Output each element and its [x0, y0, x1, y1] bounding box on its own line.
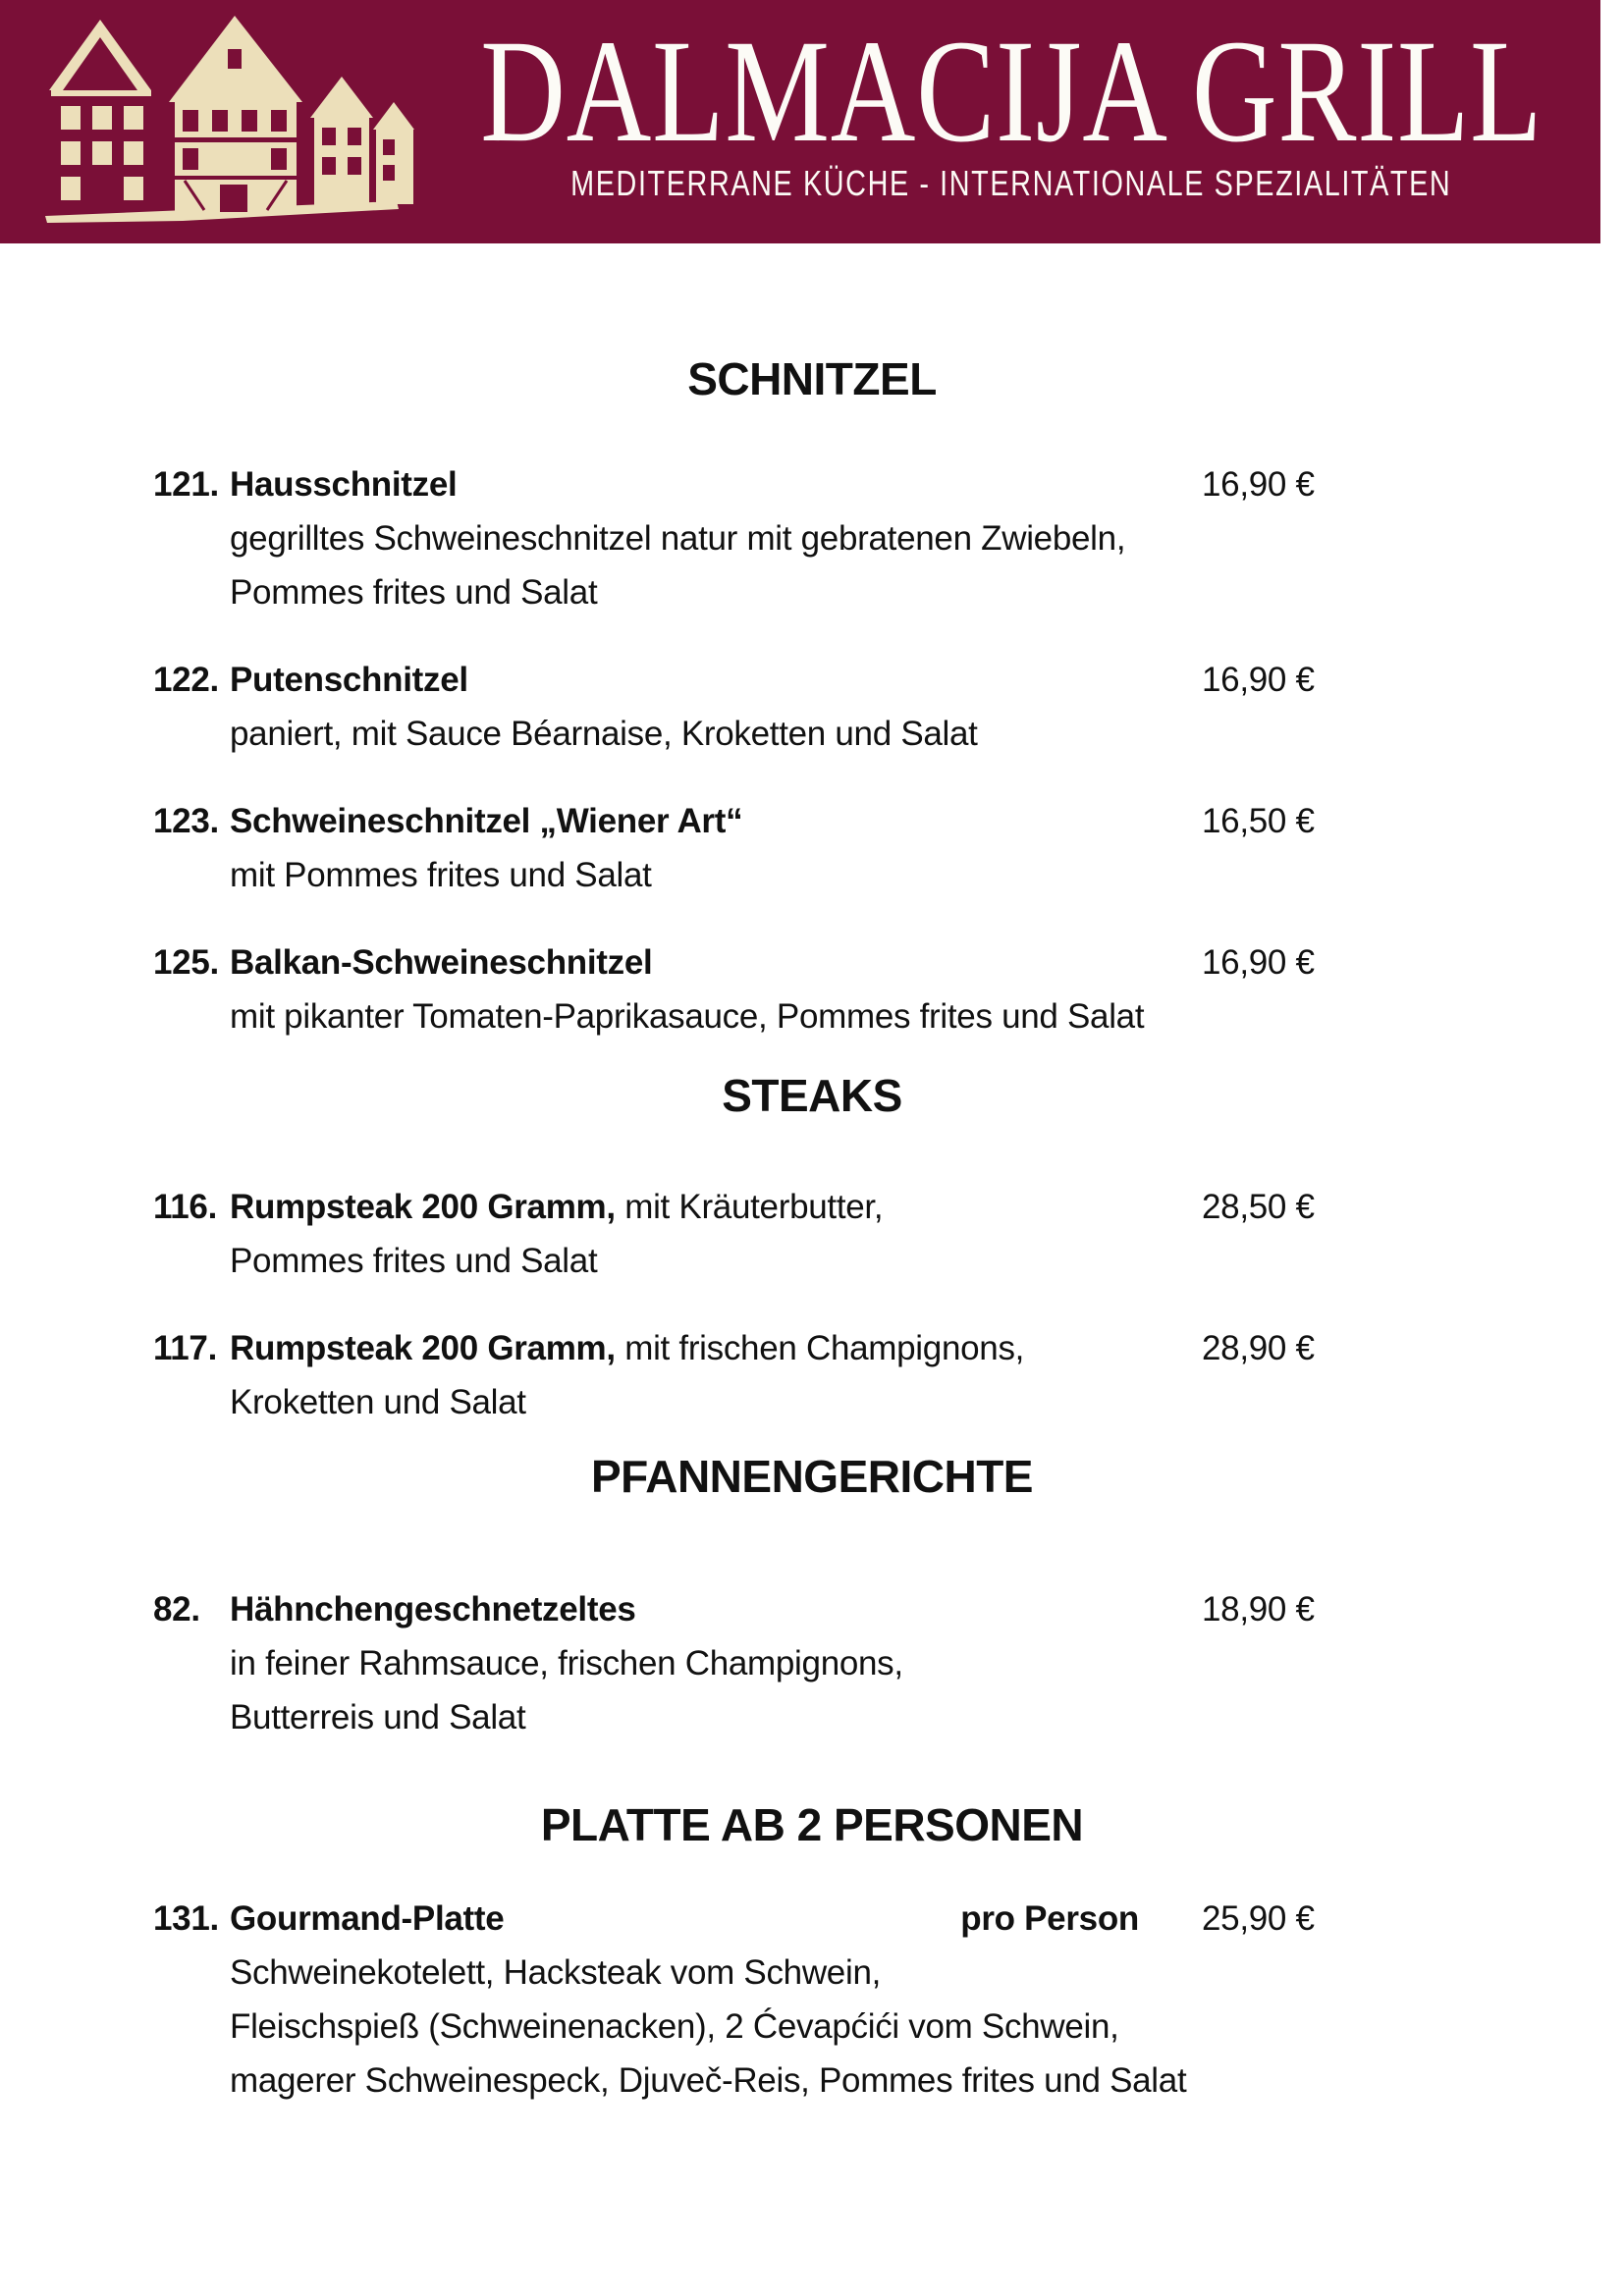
menu-item-row — [153, 1892, 1624, 2108]
section-items — [0, 1582, 1624, 1744]
item-title-line — [230, 794, 1202, 848]
section-items — [0, 457, 1624, 1043]
item-name-wrap — [230, 935, 652, 989]
item-description-line: gegrilltes Schweineschnitzel natur mit gebratenen Zwiebeln, — [230, 519, 1126, 558]
section-title: SCHNITZEL — [687, 353, 937, 404]
item-name-wrap — [230, 1582, 636, 1636]
section-items — [0, 1180, 1624, 1429]
half-timbered-houses-icon — [35, 8, 420, 240]
menu-item-row — [153, 1582, 1624, 1744]
item-price: 16,90 € — [1202, 465, 1315, 504]
item-description — [230, 848, 1202, 902]
item-description-line: Butterreis und Salat — [230, 1698, 526, 1736]
item-number: 117. — [153, 1329, 217, 1367]
menu-item-row — [153, 794, 1624, 902]
brand-block — [432, 0, 1591, 243]
menu-section — [0, 1795, 1624, 2108]
restaurant-subtitle: MEDITERRANE KÜCHE - INTERNATIONALE SPEZIALITÄTEN — [570, 163, 1452, 203]
section-items — [0, 1892, 1624, 2108]
item-name-wrap — [230, 457, 457, 511]
item-description-line: Schweinekotelett, Hacksteak vom Schwein, — [230, 1953, 882, 1992]
item-price: 16,90 € — [1202, 661, 1315, 699]
item-title-line — [230, 653, 1202, 707]
item-name: Hausschnitzel — [230, 465, 458, 504]
item-description — [230, 1234, 1202, 1288]
menu-item-row — [153, 457, 1624, 619]
item-title-line — [230, 1180, 1202, 1234]
item-name-wrap — [230, 1321, 1024, 1375]
item-description — [230, 707, 1202, 761]
menu-section — [0, 1066, 1624, 1429]
item-name: Putenschnitzel — [230, 661, 468, 699]
item-title-line — [230, 935, 1202, 989]
item-price: 28,90 € — [1202, 1329, 1315, 1367]
item-description-line: Pommes frites und Salat — [230, 1242, 598, 1280]
item-description-line: in feiner Rahmsauce, frischen Champignons, — [230, 1644, 903, 1682]
menu-item-row — [153, 1321, 1624, 1429]
menu-section — [0, 349, 1624, 1043]
item-name-wrap — [230, 653, 468, 707]
item-title-line — [230, 1582, 1202, 1636]
item-number: 82. — [153, 1590, 200, 1629]
header-banner — [0, 0, 1600, 243]
item-name: Hähnchengeschnetzeltes — [230, 1590, 636, 1629]
menu-item-row — [153, 935, 1624, 1043]
item-description-line: Kroketten und Salat — [230, 1383, 526, 1421]
item-name: Rumpsteak 200 Gramm, — [230, 1188, 616, 1226]
item-price: 16,50 € — [1202, 802, 1315, 840]
item-price: 16,90 € — [1202, 943, 1315, 982]
item-number: 122. — [153, 661, 219, 699]
item-description — [230, 1375, 1202, 1429]
menu-section — [0, 1447, 1624, 1744]
item-name-detail: mit frischen Champignons, — [615, 1329, 1025, 1367]
item-name: Rumpsteak 200 Gramm, — [230, 1329, 616, 1367]
item-number: 121. — [153, 465, 219, 504]
section-title: STEAKS — [722, 1070, 902, 1121]
item-number: 116. — [153, 1188, 217, 1226]
item-description-line: paniert, mit Sauce Béarnaise, Kroketten und Salat — [230, 715, 978, 753]
item-description-line: mit pikanter Tomaten-Paprikasauce, Pommes frites und Salat — [230, 997, 1145, 1036]
item-description — [230, 989, 1202, 1043]
item-serving-note: pro Person — [960, 1899, 1139, 1938]
item-price: 25,90 € — [1202, 1899, 1315, 1938]
item-number: 125. — [153, 943, 219, 982]
item-description — [230, 511, 1202, 619]
item-description — [230, 1946, 1202, 2108]
item-title-line — [230, 1321, 1202, 1375]
section-title: PLATTE AB 2 PERSONEN — [540, 1799, 1084, 1850]
item-price: 18,90 € — [1202, 1590, 1315, 1629]
item-description-line: mit Pommes frites und Salat — [230, 856, 652, 894]
item-name: Balkan-Schweineschnitzel — [230, 943, 653, 982]
menu-content — [0, 349, 1624, 2108]
item-name-detail: mit Kräuterbutter, — [615, 1188, 884, 1226]
item-name: Gourmand-Platte — [230, 1899, 505, 1938]
item-name: Schweineschnitzel „Wiener Art“ — [230, 802, 743, 840]
section-title: PFANNENGERICHTE — [591, 1451, 1033, 1502]
item-description-line: Fleischspieß (Schweinenacken), 2 Ćevapćići vom Schwein, — [230, 2007, 1119, 2046]
item-name-wrap — [230, 1892, 504, 1946]
menu-item-row — [153, 1180, 1624, 1288]
item-title-line — [230, 457, 1202, 511]
item-price: 28,50 € — [1202, 1188, 1315, 1226]
item-title-line — [230, 1892, 1202, 1946]
item-description-line: Pommes frites und Salat — [230, 573, 598, 612]
item-description-line: magerer Schweinespeck, Djuveč-Reis, Pommes frites und Salat — [230, 2061, 1187, 2100]
restaurant-title: DALMACIJA GRILL — [480, 10, 1543, 173]
item-number: 123. — [153, 802, 219, 840]
item-description — [230, 1636, 1202, 1744]
menu-item-row — [153, 653, 1624, 761]
item-number: 131. — [153, 1899, 219, 1938]
item-name-wrap — [230, 1180, 883, 1234]
item-name-wrap — [230, 794, 742, 848]
